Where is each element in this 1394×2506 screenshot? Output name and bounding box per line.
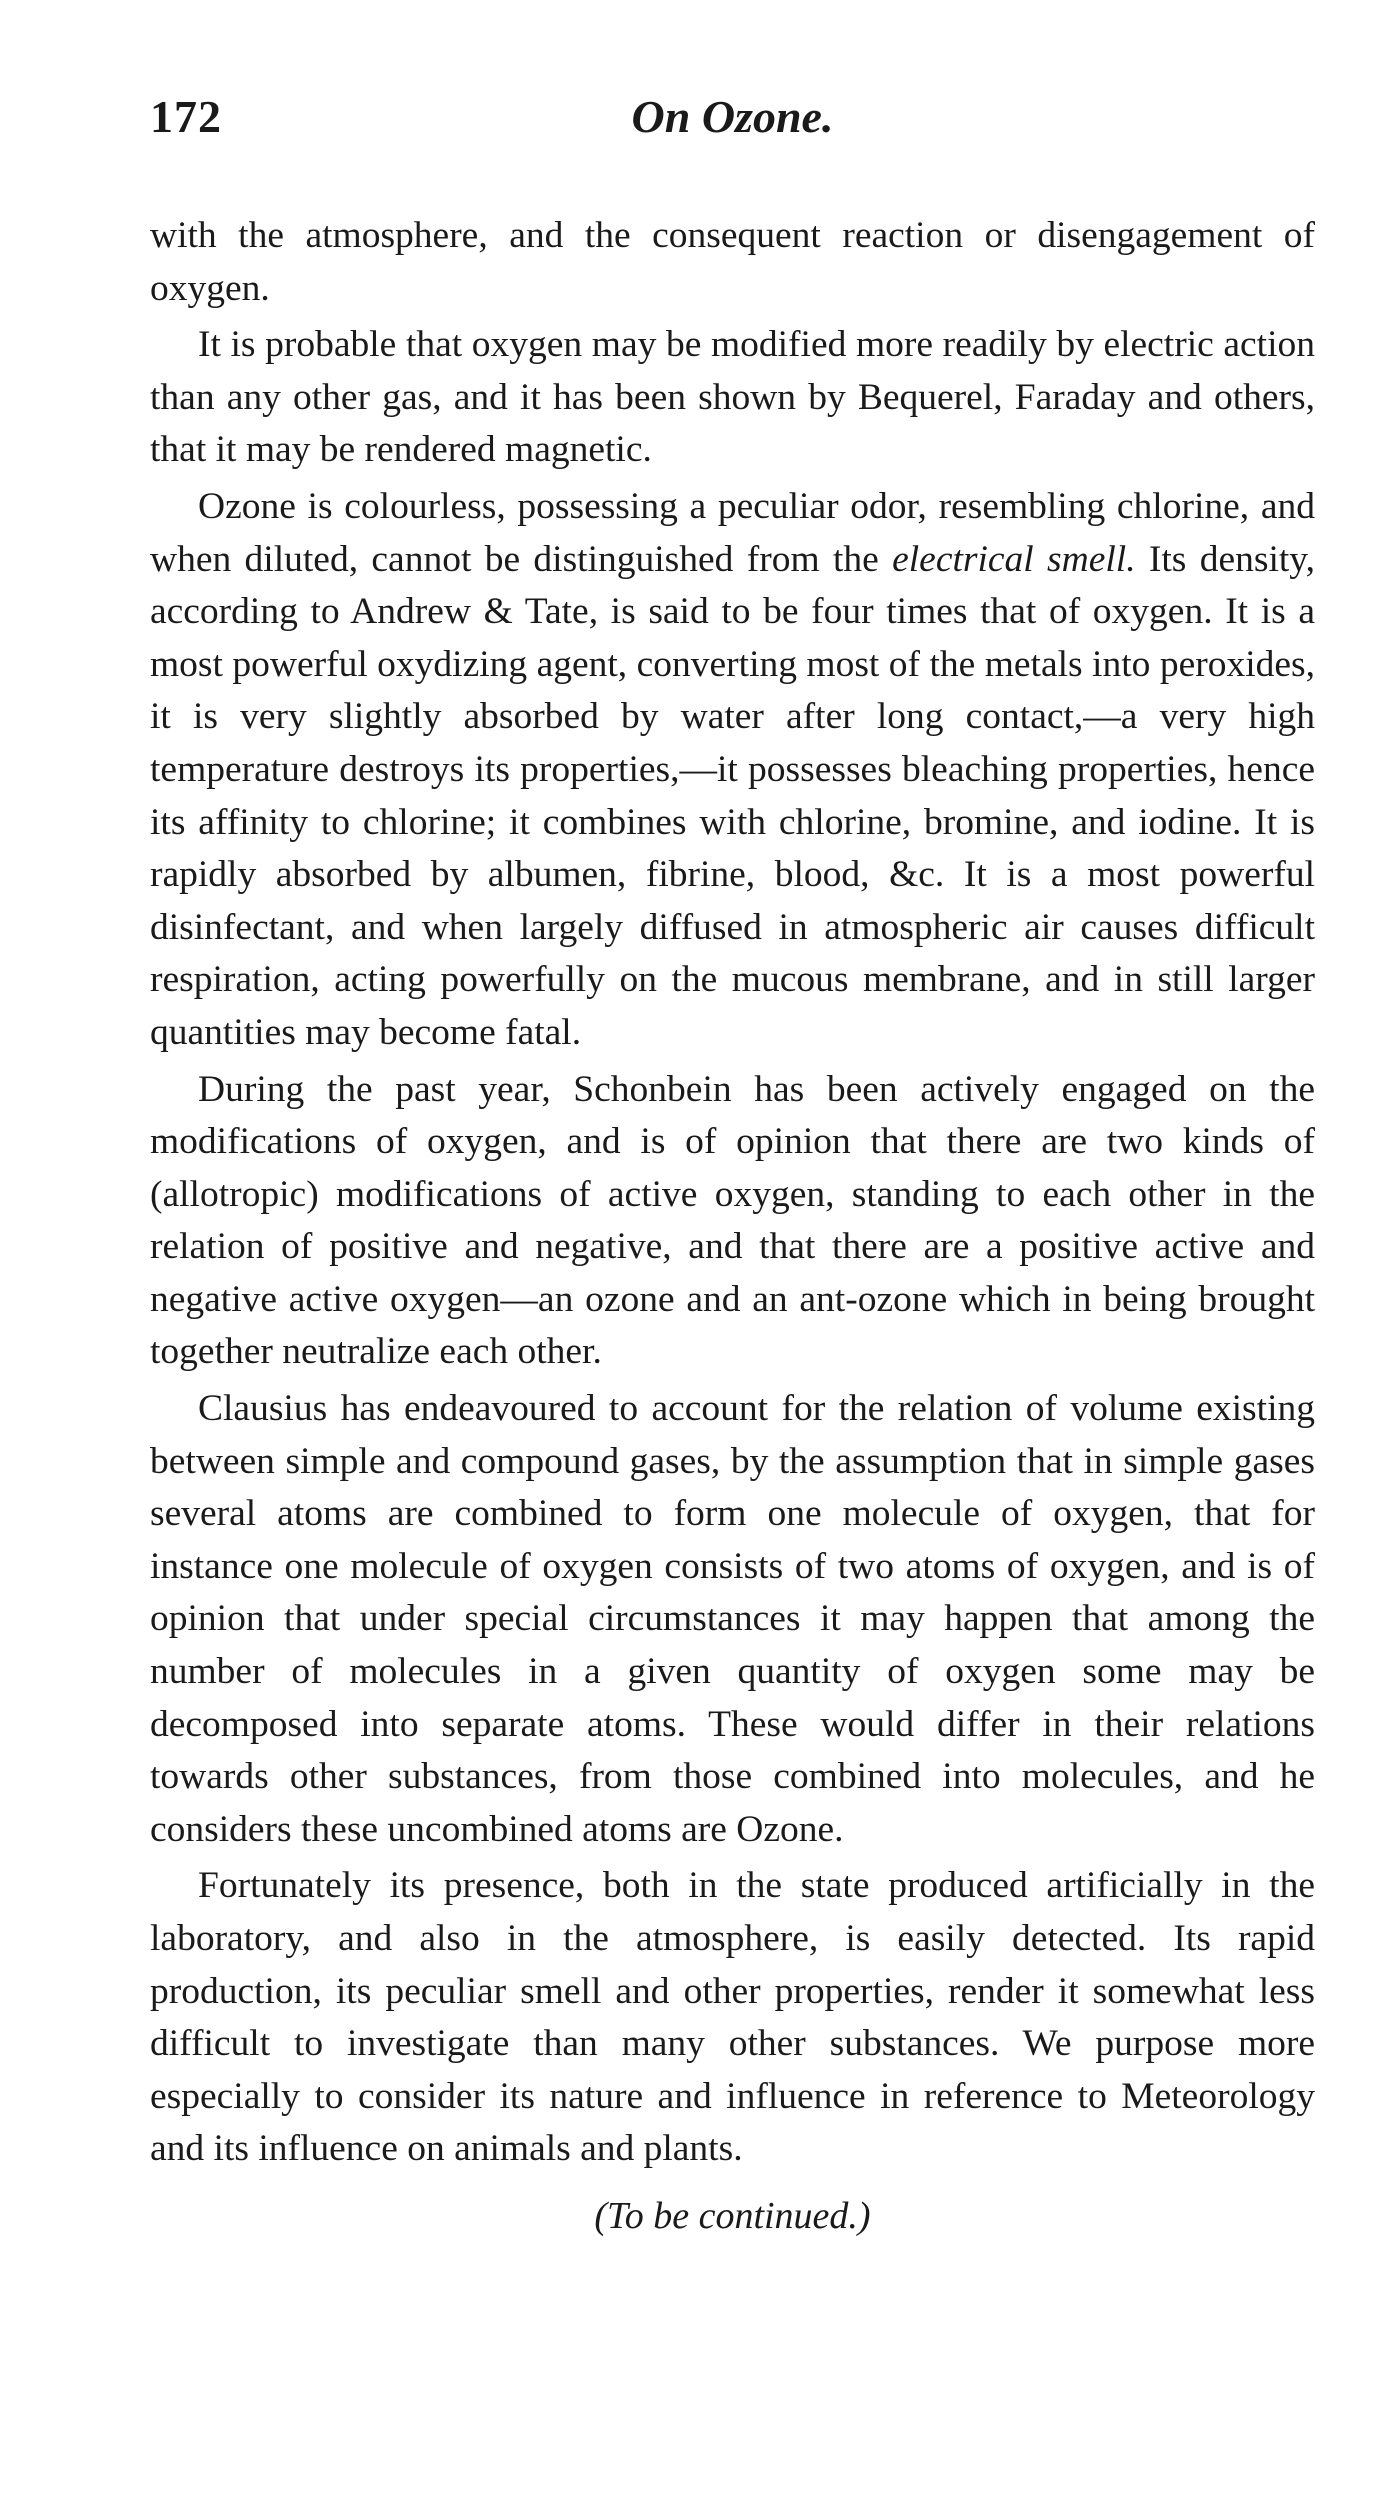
to-be-continued-note: (To be continued.) <box>594 2194 871 2237</box>
running-head <box>150 90 1315 160</box>
paragraph-schonbein: During the past year, Schonbein has been actively engaged on the modifications of oxygen, and is of opinion that there are two kinds of (allotropic) modifications of active oxygen, standing to each other in the relation of positive and negative, and that there are a positive active and negative active oxygen—an ozone and an ant-ozone which in being brought together neutralize each other. <box>150 1068 1315 1373</box>
article-body <box>150 210 1315 2176</box>
paragraph-ozone-properties <box>150 481 1315 1060</box>
paragraph-detection: Fortunately its presence, both in the state produced artificially in the laboratory, and also in the atmosphere, is easily detected. Its rapid production, its peculiar smell and other properties, render it somewhat less difficult to investigate than many other substances. We purpose more especially to consider its nature and influence in reference to Meteorology and its influence on animals and plants. <box>150 1865 1315 2170</box>
page-number: 172 <box>150 91 222 142</box>
paragraph-continuation: with the atmosphere, and the consequent reaction or disengagement of oxygen. <box>150 215 1315 309</box>
paragraph-ozone-properties-part-2: Its density, according to Andrew & Tate, is said to be four times that of oxygen. It is a most powerful oxydizing agent, converting most of the metals into peroxides, it is very slightly absorbed by water after long contact,—a very high temperature destroys its properties,—it possesses bleaching properties, hence its affinity to chlorine; it combines with chlorine, bromine, and iodine. It is rapidly absorbed by albumen, fibrine, blood, &c. It is a most powerful disinfectant, and when largely diffused in atmospheric air causes difficult respiration, acting powerfully on the mucous membrane, and in still larger quantities may become fatal. <box>150 538 1315 1053</box>
paragraph-oxygen-modification: It is probable that oxygen may be modified more readily by electric action than any other gas, and it has been shown by Bequerel, Faraday and others, that it may be rendered magnetic. <box>150 324 1315 471</box>
paragraph-ozone-properties-part-1: Ozone is colourless, possessing a peculiar odor, resembling chlorine, and when diluted, cannot be distinguished from the <box>150 485 1315 580</box>
document-page <box>150 90 1315 2238</box>
paragraph-clausius: Clausius has endeavoured to account for the relation of volume existing between simple and compound gases, by the assumption that in simple gases several atoms are combined to form one molecule of oxygen, that for instance one molecule of oxygen consists of two atoms of oxygen, and is of opinion that under special circumstances it may happen that among the number of molecules in a given quantity of oxygen some may be decomposed into separate atoms. These would differ in their relations towards other substances, from those combined into molecules, and he considers these uncombined atoms are Ozone. <box>150 1388 1315 1850</box>
emphasis-electrical-smell: electrical smell. <box>892 538 1136 580</box>
running-title: On Ozone. <box>631 91 834 142</box>
